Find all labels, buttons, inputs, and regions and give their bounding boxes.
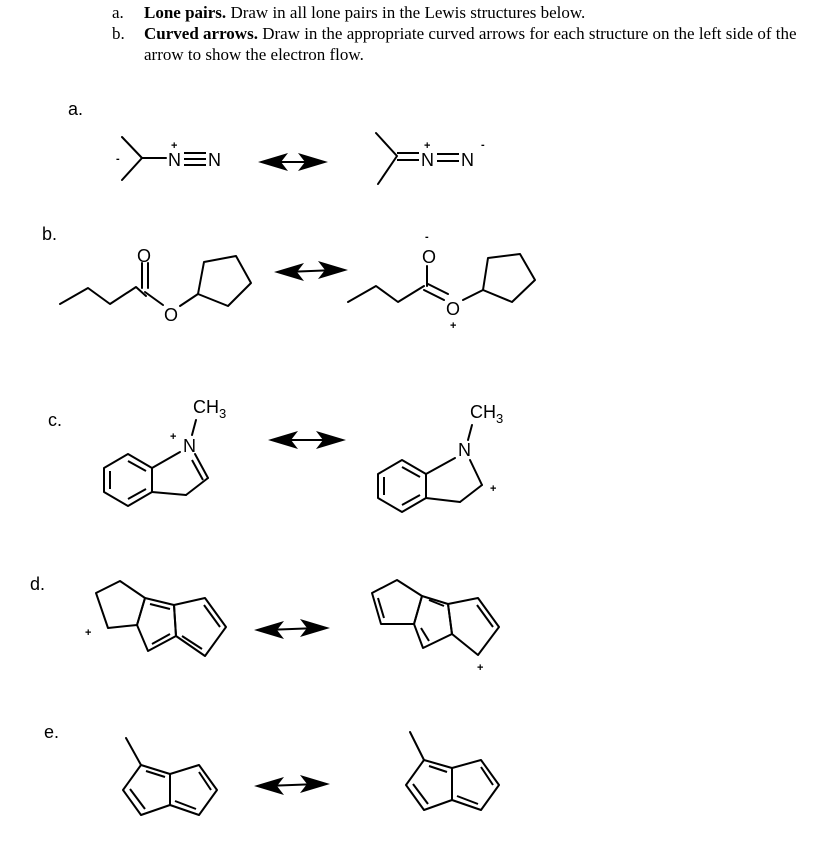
charge-minus: - [116, 153, 120, 165]
charge-plus: + [490, 483, 497, 495]
instruction-body: Draw in all lone pairs in the Lewis structures below. [226, 3, 586, 22]
atom-oxygen: O [137, 246, 152, 266]
charge-plus: + [170, 431, 177, 443]
structure-e-left [123, 738, 217, 815]
problem-label-e: e. [44, 722, 60, 742]
atom-nitrogen: N [183, 436, 196, 456]
structure-c-right [378, 402, 503, 512]
structure-c-left [104, 397, 226, 506]
structure-e-right [406, 732, 499, 810]
instruction-letter: b. [112, 24, 125, 43]
atom-nitrogen: N [461, 150, 474, 170]
instruction-body: Draw in the appropriate curved arrows for each structure on the left side of the arrow to show the electron flow. [144, 24, 797, 64]
resonance-arrow-b [274, 261, 348, 281]
problem-label-d: d. [30, 574, 46, 594]
structure-a-left [116, 137, 221, 180]
problem-label-b: b. [42, 224, 58, 244]
charge-minus: - [481, 139, 485, 151]
charge-plus: + [424, 140, 431, 152]
instruction-letter: a. [112, 3, 124, 22]
instruction-heading: Lone pairs. [144, 3, 227, 22]
methyl-label: $CH_3$ [193, 397, 227, 421]
structure-d-right [372, 580, 499, 674]
atom-nitrogen: N [458, 440, 471, 460]
charge-plus: + [171, 140, 178, 152]
atom-oxygen: O [446, 299, 461, 319]
resonance-arrow-e [254, 775, 330, 795]
resonance-arrow-c [268, 431, 346, 449]
resonance-arrow-d [254, 619, 330, 639]
structure-b-left [60, 246, 251, 325]
atom-oxygen: O [422, 247, 437, 267]
problem-label-c: c. [48, 410, 63, 430]
structure-d-left [85, 581, 226, 656]
charge-minus: - [425, 231, 429, 243]
problem-label-a: a. [68, 99, 84, 119]
atom-nitrogen: N [168, 150, 181, 170]
atom-nitrogen: N [421, 150, 434, 170]
resonance-arrow-a [258, 153, 328, 171]
charge-plus: + [450, 320, 457, 332]
methyl-label: $CH_3$ [470, 402, 504, 426]
structure-b-right [348, 231, 535, 332]
structure-a-right [376, 133, 485, 184]
instruction-heading: Curved arrows. [144, 24, 258, 43]
atom-nitrogen: N [208, 150, 221, 170]
atom-oxygen: O [164, 305, 179, 325]
charge-plus: + [477, 662, 484, 674]
charge-plus: + [85, 627, 92, 639]
